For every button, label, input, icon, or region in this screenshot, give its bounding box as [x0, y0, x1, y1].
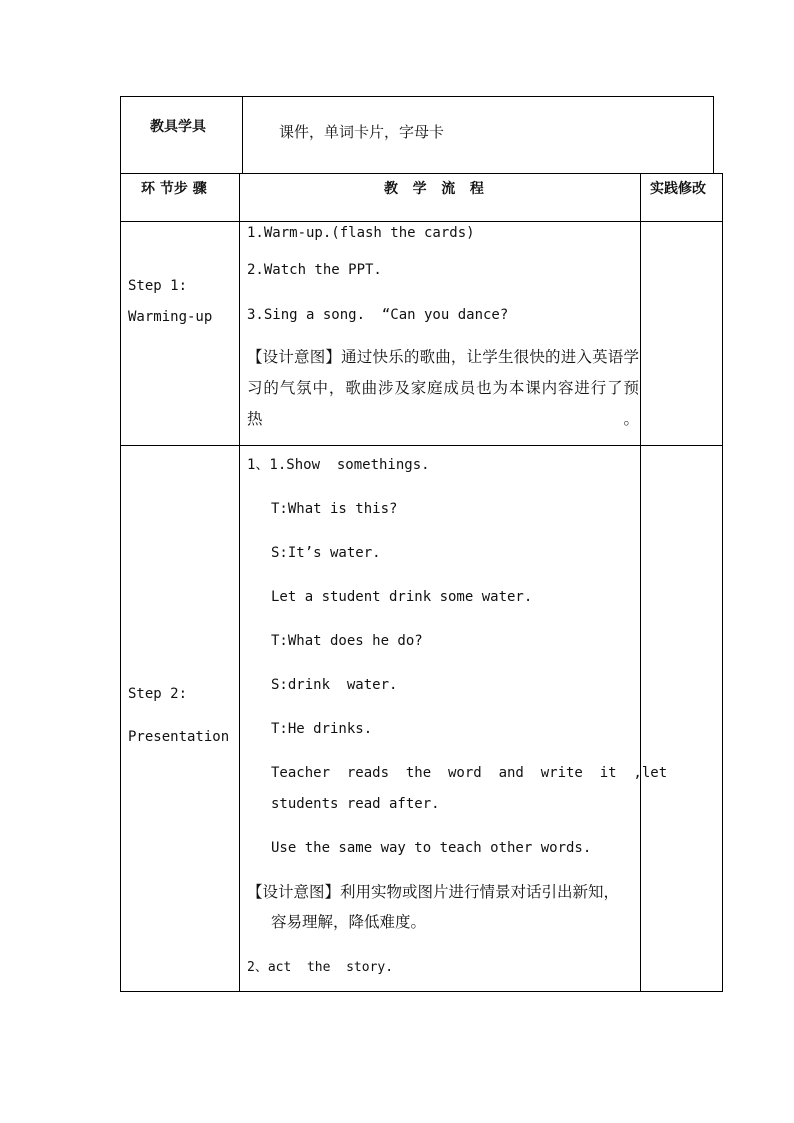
step2-label: Step 2: — [128, 686, 188, 702]
step1-item: 2.Watch the PPT. — [247, 262, 382, 278]
materials-label: 教具学具 — [150, 119, 206, 135]
step2-item-2: 2、act the story. — [247, 960, 394, 975]
dialogue-line: T:He drinks. — [271, 721, 373, 737]
header-revision: 实践修改 — [650, 181, 706, 197]
step2-design-note: 【设计意图】利用实物或图片进行情景对话引出新知， — [247, 883, 620, 901]
header-process: 教 学 流 程 — [384, 181, 484, 197]
same-way-line: Use the same way to teach other words. — [271, 840, 592, 856]
step1-item: 3.Sing a song. “Can you dance? — [247, 307, 509, 323]
dialogue-line: S:drink water. — [271, 677, 398, 693]
step1-sublabel: Warming-up — [128, 309, 213, 325]
dialogue-line: T:What does he do? — [271, 633, 423, 649]
step2-item-title: 1、1.Show somethings. — [247, 457, 430, 473]
dialogue-line: Let a student drink some water. — [271, 589, 533, 605]
materials-value: 课件，单词卡片，字母卡 — [279, 123, 445, 141]
step2-sublabel: Presentation — [128, 729, 230, 745]
step2-design-note-cont: 容易理解，降低难度。 — [271, 913, 427, 931]
teacher-instruction-cont: students read after. — [271, 796, 440, 812]
dialogue-line: T:What is this? — [271, 501, 398, 517]
dialogue-line: S:It’s water. — [271, 545, 381, 561]
step1-design-note: 【设计意图】通过快乐的歌曲，让学生很快的进入英语学习的气氛中，歌曲涉及家庭成员也为本课内容进行了预热。 — [247, 348, 639, 428]
step1-label: Step 1: — [128, 278, 188, 294]
step1-item: 1.Warm-up.(flash the cards) — [247, 225, 475, 241]
header-step: 环 节步 骤 — [141, 181, 207, 197]
teacher-instruction: Teacher reads the word and write it ,let — [271, 765, 668, 781]
